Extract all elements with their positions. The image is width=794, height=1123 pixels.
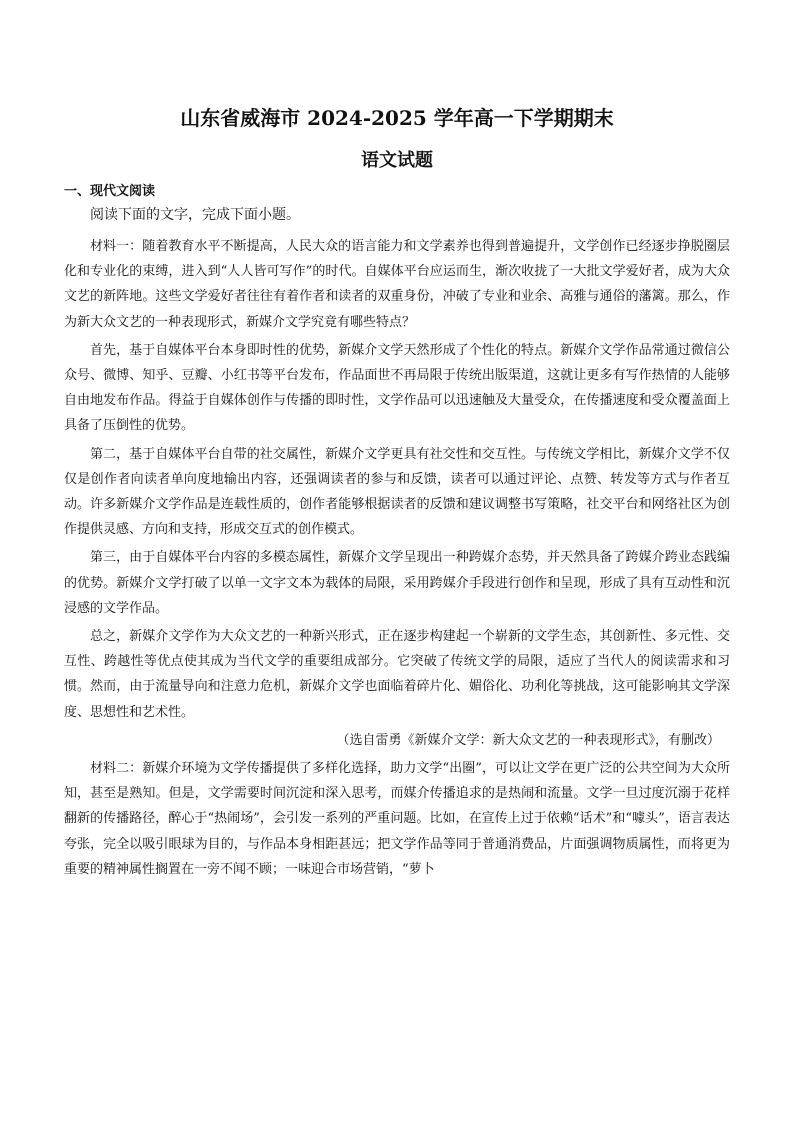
section-instruction: 阅读下面的文字，完成下面小题。 — [90, 207, 300, 223]
reading-passage — [64, 234, 730, 885]
page-title: 山东省威海市 2024-2025 学年高一下学期期末 — [180, 106, 614, 130]
paragraph: 第三，由于自媒体平台内容的多模态属性，新媒介文学呈现出一种跨媒介态势，并天然具备了跨媒介跨业态践编的优势。新媒介文学打破了以单一文字文本为载体的局限，采用跨媒介手段进行创作和呈现，形成了具有互动性和沉浸感的文学作品。 — [64, 550, 730, 616]
paragraph: 材料一：随着教育水平不断提高，人民大众的语言能力和文学素养也得到普遍提升，文学创作已经逐步挣脱圈层化和专业化的束缚，进入到“人人皆可写作”的时代。自媒体平台应运而生，渐次收拢了一大批文学爱好者，成为大众文艺的新阵地。这些文学爱好者往往有着作者和读者的双重身份，冲破了专业和业余、高雅与通俗的藩篱。那么，作为新大众文艺的一种表现形式，新媒介文学究竟有哪些特点？ — [64, 239, 730, 330]
paragraph: 第二，基于自媒体平台自带的社交属性，新媒介文学更具有社交性和交互性。与传统文学相比，新媒介文学不仅仅是创作者向读者单向度地输出内容，还强调读者的参与和反馈，读者可以通过评论、点赞、转发等方式与作者互动。许多新媒介文学作品是连载性质的，创作者能够根据读者的反馈和建议调整书写策略，社交平台和网络社区为创作提供灵感、方向和支持，形成交互式的创作模式。 — [64, 446, 730, 538]
section-heading: 一、现代文阅读 — [64, 184, 156, 199]
page-subtitle: 语文试题 — [361, 150, 433, 171]
source-note: （选自雷勇《新媒介文学：新大众文艺的一种表现形式》，有删改） — [336, 732, 720, 748]
paragraph: 总之，新媒介文学作为大众文艺的一种新兴形式，正在逐步构建起一个崭新的文学生态，其创新性、多元性、交互性、跨越性等优点使其成为当代文学的重要组成部分。它突破了传统文学的局限，适应了当代人的阅读需求和习惯。然而，由于流量导向和注意力危机，新媒介文学也面临着碎片化、媚俗化、功利化等挑战，这可能影响其文学深度、思想性和艺术性。 — [64, 629, 730, 720]
paragraph: 材料二：新媒介环境为文学传播提供了多样化选择，助力文学“出圈”，可以让文学在更广泛的公共空间为大众所知，甚至是熟知。但是，文学需要时间沉淀和深入思考，而媒介传播追求的是热闹和流量。文学一旦过度沉溺于花样翻新的传播路径，醉心于“热闹场”，会引发一系列的严重问题。比如，在宣传上过于依赖“话术”和“噱头”，语言表达夸张，完全以吸引眼球为目的，与作品本身相距甚远；把文学作品等同于普通消费品，片面强调物质属性，而将更为重要的精神属性搁置在一旁不闻不顾；一味迎合市场营销，“萝卜 — [64, 761, 730, 877]
paragraph: 首先，基于自媒体平台本身即时性的优势，新媒介文学天然形成了个性化的特点。新媒介文学作品常通过微信公众号、微博、知乎、豆瓣、小红书等平台发布，作品面世不再局限于传统出版渠道，这就让更多有写作热情的人能够自由地发布作品。得益于自媒体创作与传播的即时性，文学作品可以迅速触及大量受众，在传播速度和受众覆盖面上具备了压倒性的优势。 — [64, 342, 730, 434]
